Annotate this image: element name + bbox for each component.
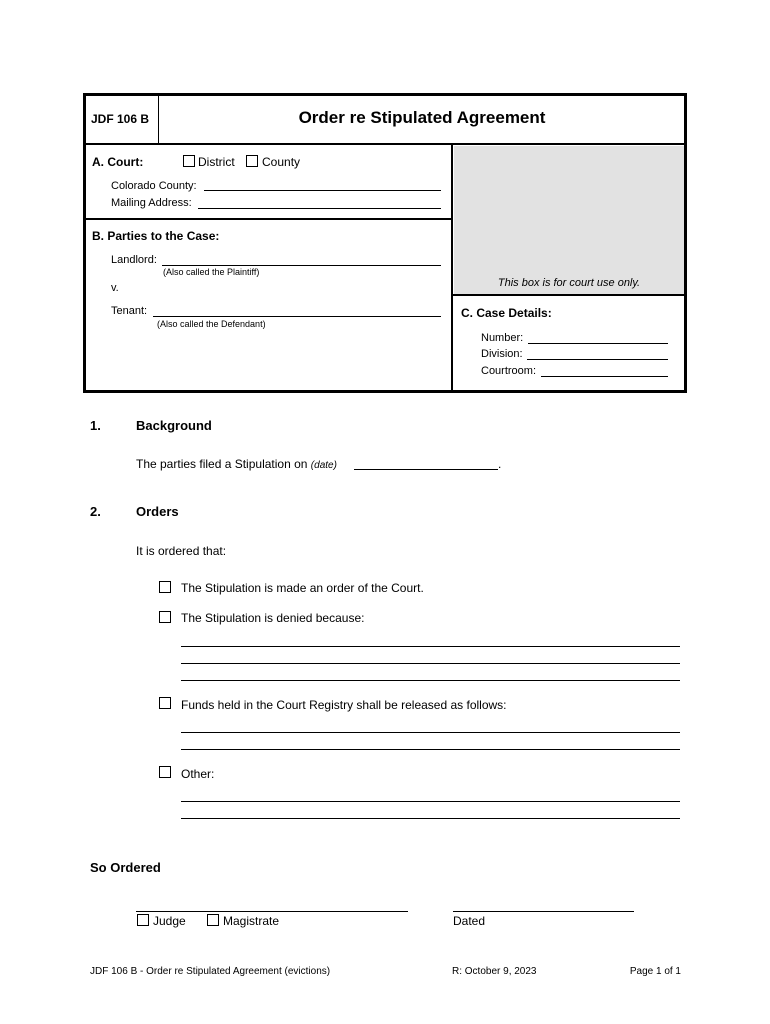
denied-reason-line-3[interactable] (181, 680, 680, 681)
versus-label: v. (111, 282, 119, 294)
denied-reason-line-2[interactable] (181, 663, 680, 664)
tenant-field[interactable] (153, 316, 441, 317)
section-1-heading: Background (136, 418, 212, 433)
section-1-number: 1. (90, 418, 101, 433)
district-checkbox[interactable] (183, 155, 195, 167)
footer-revision: R: October 9, 2023 (452, 966, 537, 977)
section-2-heading: Orders (136, 504, 179, 519)
case-details-label: C. Case Details: (461, 306, 552, 320)
other-checkbox[interactable] (159, 766, 171, 778)
judge-signature-line[interactable] (136, 911, 408, 912)
section-a-divider (86, 218, 452, 220)
mailing-address-field[interactable] (198, 208, 441, 209)
division-field[interactable] (527, 359, 668, 360)
judge-checkbox[interactable] (137, 914, 149, 926)
order-denied-checkbox[interactable] (159, 611, 171, 623)
county-checkbox[interactable] (246, 155, 258, 167)
other-line-2[interactable] (181, 818, 680, 819)
other-line-1[interactable] (181, 801, 680, 802)
landlord-field[interactable] (162, 265, 441, 266)
tenant-label: Tenant: (111, 305, 148, 317)
colorado-county-label: Colorado County: (111, 180, 197, 192)
court-use-text: This box is for court use only. (497, 277, 641, 289)
title-divider (86, 143, 684, 145)
date-hint: (date) (310, 460, 337, 471)
case-number-field[interactable] (528, 343, 668, 344)
column-divider (451, 144, 453, 390)
order-made-checkbox[interactable] (159, 581, 171, 593)
section-2-number: 2. (90, 504, 101, 519)
magistrate-checkbox[interactable] (207, 914, 219, 926)
district-label: District (198, 155, 235, 169)
mailing-address-label: Mailing Address: (111, 197, 192, 209)
case-number-label: Number: (481, 332, 524, 344)
funds-release-label: Funds held in the Court Registry shall be released as follows: (181, 698, 507, 712)
page-title: Order re Stipulated Agreement (298, 108, 546, 127)
footer-page-number: Page 1 of 1 (629, 966, 681, 977)
parties-label: B. Parties to the Case: (92, 229, 220, 243)
stipulation-date-field[interactable] (354, 469, 498, 470)
tenant-note: (Also called the Defendant) (157, 319, 266, 329)
so-ordered-heading: So Ordered (90, 860, 161, 875)
courtroom-label: Courtroom: (481, 365, 537, 377)
landlord-label: Landlord: (111, 254, 157, 266)
form-number: JDF 106 B (91, 112, 150, 126)
dated-label: Dated (453, 914, 486, 928)
division-label: Division: (481, 348, 523, 360)
order-denied-label: The Stipulation is denied because: (181, 611, 365, 625)
funds-release-line-2[interactable] (181, 749, 680, 750)
court-use-divider (453, 294, 684, 296)
courtroom-field[interactable] (541, 376, 668, 377)
magistrate-label: Magistrate (223, 914, 280, 928)
landlord-note: (Also called the Plaintiff) (163, 267, 260, 277)
stipulation-date-text (136, 457, 337, 471)
stipulation-date-prefix: The parties filed a Stipulation on (136, 457, 308, 471)
funds-release-line-1[interactable] (181, 732, 680, 733)
orders-intro: It is ordered that: (136, 544, 227, 558)
county-label: County (262, 155, 301, 169)
other-label: Other: (181, 767, 215, 781)
judge-label: Judge (153, 914, 186, 928)
funds-release-checkbox[interactable] (159, 697, 171, 709)
court-label: A. Court: (92, 155, 144, 169)
order-made-label: The Stipulation is made an order of the Court. (181, 581, 424, 595)
stipulation-date-period: . (498, 457, 502, 471)
court-use-box (454, 146, 684, 294)
footer-form-title: JDF 106 B - Order re Stipulated Agreement (evictions) (90, 966, 331, 977)
dated-line[interactable] (453, 911, 634, 912)
denied-reason-line-1[interactable] (181, 646, 680, 647)
colorado-county-field[interactable] (204, 190, 441, 191)
